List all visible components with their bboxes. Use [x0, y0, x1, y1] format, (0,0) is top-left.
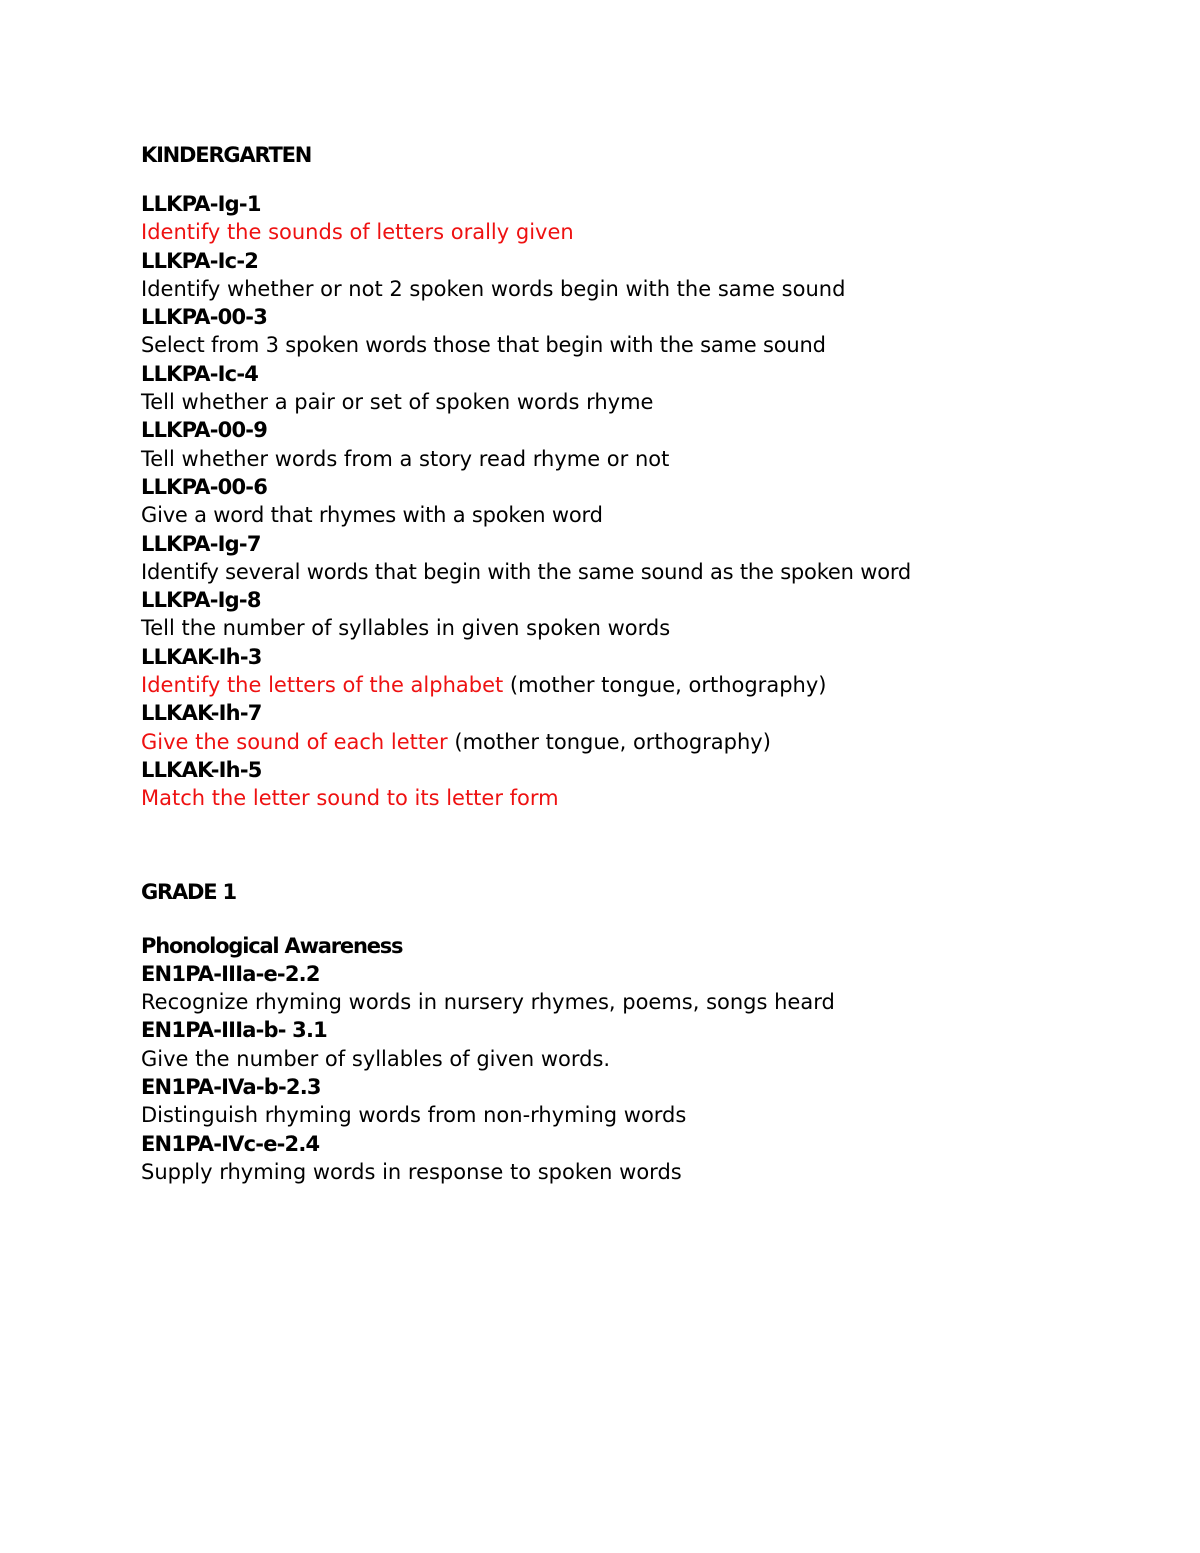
competency-description	[141, 218, 1141, 246]
competency-code: EN1PA-IIIa-e-2.2	[141, 961, 320, 986]
competency-code: LLKAK-Ih-5	[141, 757, 262, 782]
competency-code: LLKPA-Ig-1	[141, 192, 261, 216]
competency-description: Supply rhyming words in response to spoken words	[141, 1159, 682, 1184]
kindergarten-heading: KINDERGARTEN	[141, 143, 312, 167]
competency-code: LLKPA-Ig-7	[141, 531, 261, 556]
competency-description	[141, 671, 1141, 699]
highlighted-text: Identify the letters of the alphabet	[141, 673, 504, 698]
spacer	[141, 813, 1141, 877]
competency-code: EN1PA-IVa-b-2.3	[141, 1075, 321, 1100]
competency-description	[141, 614, 1141, 642]
competency-description	[141, 501, 1141, 529]
plain-text: (mother tongue, orthography)	[503, 673, 827, 698]
competency-description	[141, 728, 1141, 756]
competency-description	[141, 558, 1141, 586]
plain-text: Identify several words that begin with the same sound as the spoken word	[141, 559, 912, 584]
competency-code: LLKPA-00-3	[141, 305, 268, 330]
grade1-heading: GRADE 1	[141, 879, 236, 904]
competency-code: EN1PA-IIIa-b- 3.1	[141, 1018, 327, 1043]
competency-code: LLKPA-Ic-4	[141, 361, 259, 386]
competency-code: EN1PA-IVc-e-2.4	[141, 1131, 320, 1156]
competency-description: Give the number of syllables of given words.	[141, 1046, 611, 1071]
competency-description	[141, 784, 1141, 812]
competency-description	[141, 445, 1141, 473]
plain-text: Tell the number of syllables in given spoken words	[141, 616, 671, 641]
competency-code: LLKPA-Ig-8	[141, 588, 261, 613]
section-subtitle: Phonological Awareness	[141, 933, 403, 958]
document-page	[141, 140, 1141, 1186]
plain-text: Tell whether words from a story read rhyme or not	[141, 446, 670, 471]
competency-description	[141, 275, 1141, 303]
competency-description: Recognize rhyming words in nursery rhymes, poems, songs heard	[141, 990, 835, 1015]
competency-description	[141, 388, 1141, 416]
competency-description	[141, 331, 1141, 359]
competency-code: LLKAK-Ih-7	[141, 701, 262, 726]
spacer	[141, 907, 1141, 932]
plain-text: Identify whether or not 2 spoken words begin with the same sound	[141, 276, 846, 301]
competency-code: LLKPA-00-9	[141, 418, 268, 443]
competency-description: Distinguish rhyming words from non-rhyming words	[141, 1103, 687, 1128]
plain-text: Give a word that rhymes with a spoken word	[141, 503, 603, 528]
spacer	[141, 170, 1141, 190]
kindergarten-competency-list	[141, 190, 1141, 813]
plain-text: (mother tongue, orthography)	[447, 729, 771, 754]
highlighted-text: Give the sound of each letter	[141, 729, 448, 754]
highlighted-text: Identify the sounds of letters orally given	[141, 220, 574, 245]
plain-text: Tell whether a pair or set of spoken words rhyme	[141, 390, 654, 415]
competency-code: LLKAK-Ih-3	[141, 644, 262, 669]
grade1-competency-list	[141, 960, 1141, 1186]
plain-text: Select from 3 spoken words those that begin with the same sound	[141, 333, 826, 358]
competency-code: LLKPA-00-6	[141, 474, 268, 499]
highlighted-text: Match the letter sound to its letter form	[141, 786, 559, 811]
competency-code: LLKPA-Ic-2	[141, 248, 259, 273]
